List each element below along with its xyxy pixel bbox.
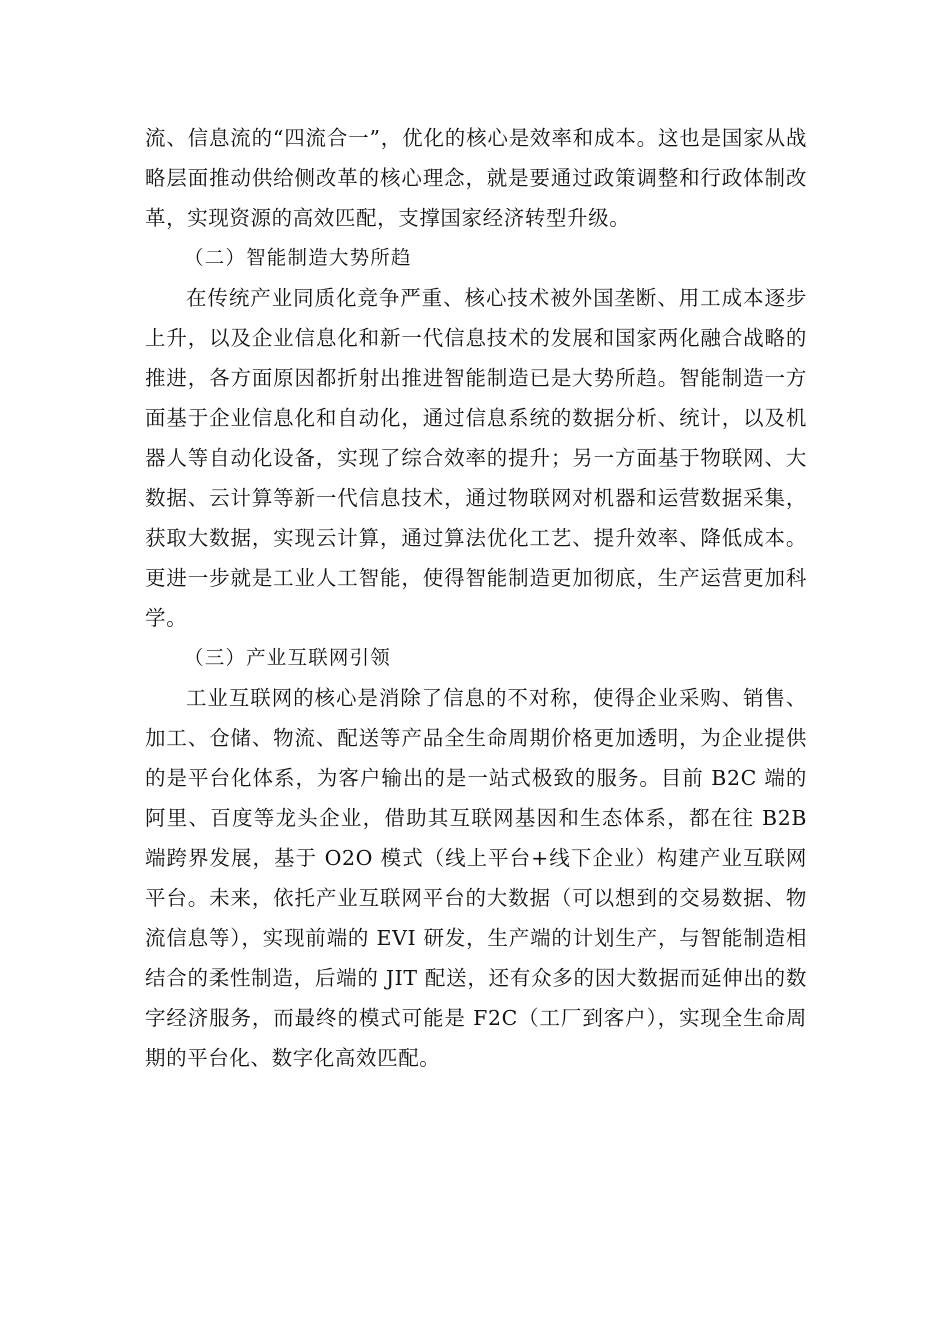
section-heading-industrial-internet: （三）产业互联网引领 xyxy=(184,646,392,669)
paragraph-industrial-internet: 工业互联网的核心是消除了信息的不对称，使得企业采购、销售、加工、仓储、物流、配送等产品全生命周期价格更加透明，为企业提供的是平台化体系，为客户输出的是一站式极致的服务。目前 B2C 端的阿里、百度等龙头企业，借助其互联网基因和生态体系，都在往 B2B 端跨界发展，基于 O2O 模式（线上平台+线下企业）构建产业互联网平台。未来，依托产业互联网平台的大数据（可以想到的交易数据、物流信息等），实现前端的 EVI 研发，生产端的计划生产，与智能制造相结合的柔性制造，后端的 JIT 配送，还有众多的因大数据而延伸出的数字经济服务，而最终的模式可能是 F2C（工厂到客户），实现全生命周期的平台化、数字化高效匹配。 xyxy=(145,686,807,1070)
section-heading-smart-manufacturing: （二）智能制造大势所趋 xyxy=(184,246,412,269)
paragraph-supply-side-reform: 流、信息流的“四流合一”，优化的核心是效率和成本。这也是国家从战略层面推动供给侧改革的核心理念，就是要通过政策调整和行政体制改革，实现资源的高效匹配，支撑国家经济转型升级。 xyxy=(145,126,807,230)
paragraph-smart-manufacturing: 在传统产业同质化竞争严重、核心技术被外国垄断、用工成本逐步上升，以及企业信息化和新一代信息技术的发展和国家两化融合战略的推进，各方面原因都折射出推进智能制造已是大势所趋。智能制造一方面基于企业信息化和自动化，通过信息系统的数据分析、统计，以及机器人等自动化设备，实现了综合效率的提升；另一方面基于物联网、大数据、云计算等新一代信息技术，通过物联网对机器和运营数据采集，获取大数据，实现云计算，通过算法优化工艺、提升效率、降低成本。更进一步就是工业人工智能，使得智能制造更加彻底，生产运营更加科学。 xyxy=(145,286,807,630)
document-body xyxy=(145,118,807,1078)
